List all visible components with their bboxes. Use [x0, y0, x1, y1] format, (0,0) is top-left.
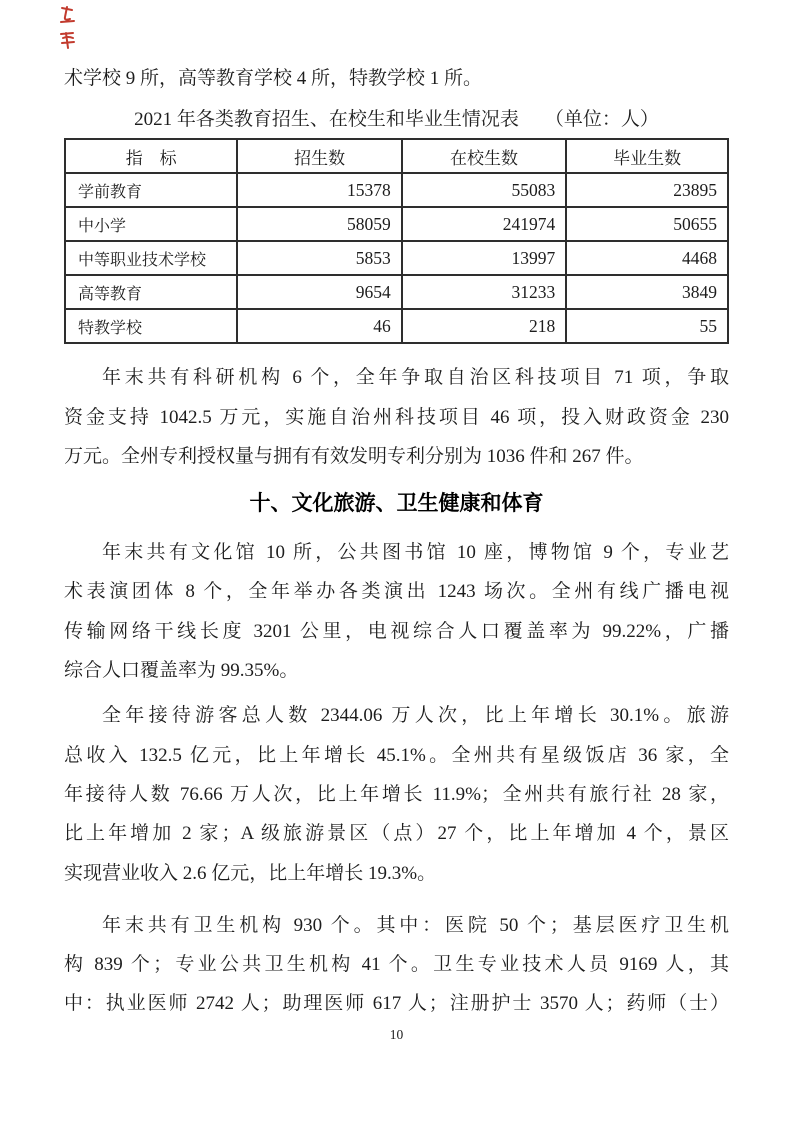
- paragraph-line: 万元。全州专利授权量与拥有有效发明专利分别为 1036 件和 267 件。: [64, 445, 644, 467]
- section-heading: 十、文化旅游、卫生健康和体育: [249, 492, 544, 516]
- paragraph-line: 年末共有科研机构 6 个，全年争取自治区科技项目 71 项，争取: [102, 367, 729, 389]
- paragraph-line: 综合人口覆盖率为 99.35%。: [64, 660, 299, 682]
- table-row: [65, 275, 728, 309]
- row-label: 高等教育: [65, 275, 237, 309]
- paragraph-line: 实现营业收入 2.6 亿元，比上年增长 19.3%。: [64, 862, 437, 884]
- table-title: 2021 年各类教育招生、在校生和毕业生情况表: [134, 109, 519, 131]
- header-enrollment: 招生数: [237, 139, 401, 173]
- row-label: 特教学校: [65, 309, 237, 343]
- cell-value: 55: [566, 309, 728, 343]
- red-pen-mark-icon: [58, 30, 78, 50]
- cell-value: 15378: [237, 173, 401, 207]
- paragraph-line: 总收入 132.5 亿元，比上年增长 45.1%。全州共有星级饭店 36 家，全: [64, 744, 729, 766]
- cell-value: 218: [402, 309, 566, 343]
- table-row: [65, 173, 728, 207]
- paragraph-line: 中：执业医师 2742 人；助理医师 617 人；注册护士 3570 人；药师（士）: [64, 993, 729, 1015]
- row-label: 中等职业技术学校: [65, 241, 237, 275]
- red-pen-mark-icon: [58, 5, 78, 25]
- red-pen-annotation: [58, 5, 78, 50]
- paragraph-culture: [64, 533, 729, 690]
- cell-value: 50655: [566, 207, 728, 241]
- paragraph-line: 资金支持 1042.5 万元，实施自治州科技项目 46 项，投入财政资金 230: [64, 406, 729, 428]
- page-content: [0, 59, 793, 1044]
- paragraph-line: 年接待人数 76.66 万人次，比上年增长 11.9%；全州共有旅行社 28 家，: [64, 783, 729, 805]
- row-label: 学前教育: [65, 173, 237, 207]
- paragraph-line: 年末共有卫生机构 930 个。其中：医院 50 个；基层医疗卫生机: [102, 914, 729, 936]
- cell-value: 55083: [402, 173, 566, 207]
- paragraph-line: 全年接待游客总人数 2344.06 万人次，比上年增长 30.1%。旅游: [102, 705, 729, 727]
- paragraph-line: 构 839 个；专业公共卫生机构 41 个。卫生专业技术人员 9169 人，其: [64, 954, 729, 976]
- table-row: [65, 241, 728, 275]
- paragraph-line: 年末共有文化馆 10 所，公共图书馆 10 座，博物馆 9 个，专业艺: [102, 542, 729, 564]
- paragraph-science: [64, 358, 729, 476]
- education-statistics-table: [64, 138, 729, 344]
- paragraph-line: 比上年增加 2 家；A 级旅游景区（点）27 个，比上年增加 4 个，景区: [64, 823, 729, 845]
- cell-value: 241974: [402, 207, 566, 241]
- header-graduates: 毕业生数: [566, 139, 728, 173]
- intro-continuation-line: 术学校 9 所，高等教育学校 4 所，特教学校 1 所。: [64, 68, 483, 89]
- header-students: 在校生数: [402, 139, 566, 173]
- header-indicator: 指 标: [65, 139, 237, 173]
- paragraph-line: 术表演团体 8 个，全年举办各类演出 1243 场次。全州有线广播电视: [64, 581, 729, 603]
- cell-value: 4468: [566, 241, 728, 275]
- cell-value: 9654: [237, 275, 401, 309]
- cell-value: 23895: [566, 173, 728, 207]
- table-title-row: [64, 105, 729, 135]
- table-header-row: [65, 139, 728, 173]
- cell-value: 13997: [402, 241, 566, 275]
- table-unit-label: （单位：人）: [544, 109, 659, 131]
- paragraph-health: [64, 906, 729, 1024]
- row-label: 中小学: [65, 207, 237, 241]
- cell-value: 46: [237, 309, 401, 343]
- cell-value: 31233: [402, 275, 566, 309]
- cell-value: 5853: [237, 241, 401, 275]
- table-row: [65, 207, 728, 241]
- page-number: 10: [389, 1026, 404, 1042]
- paragraph-line: 传输网络干线长度 3201 公里，电视综合人口覆盖率为 99.22%，广播: [64, 620, 729, 642]
- paragraph-tourism: [64, 696, 729, 892]
- cell-value: 58059: [237, 207, 401, 241]
- cell-value: 3849: [566, 275, 728, 309]
- table-row: [65, 309, 728, 343]
